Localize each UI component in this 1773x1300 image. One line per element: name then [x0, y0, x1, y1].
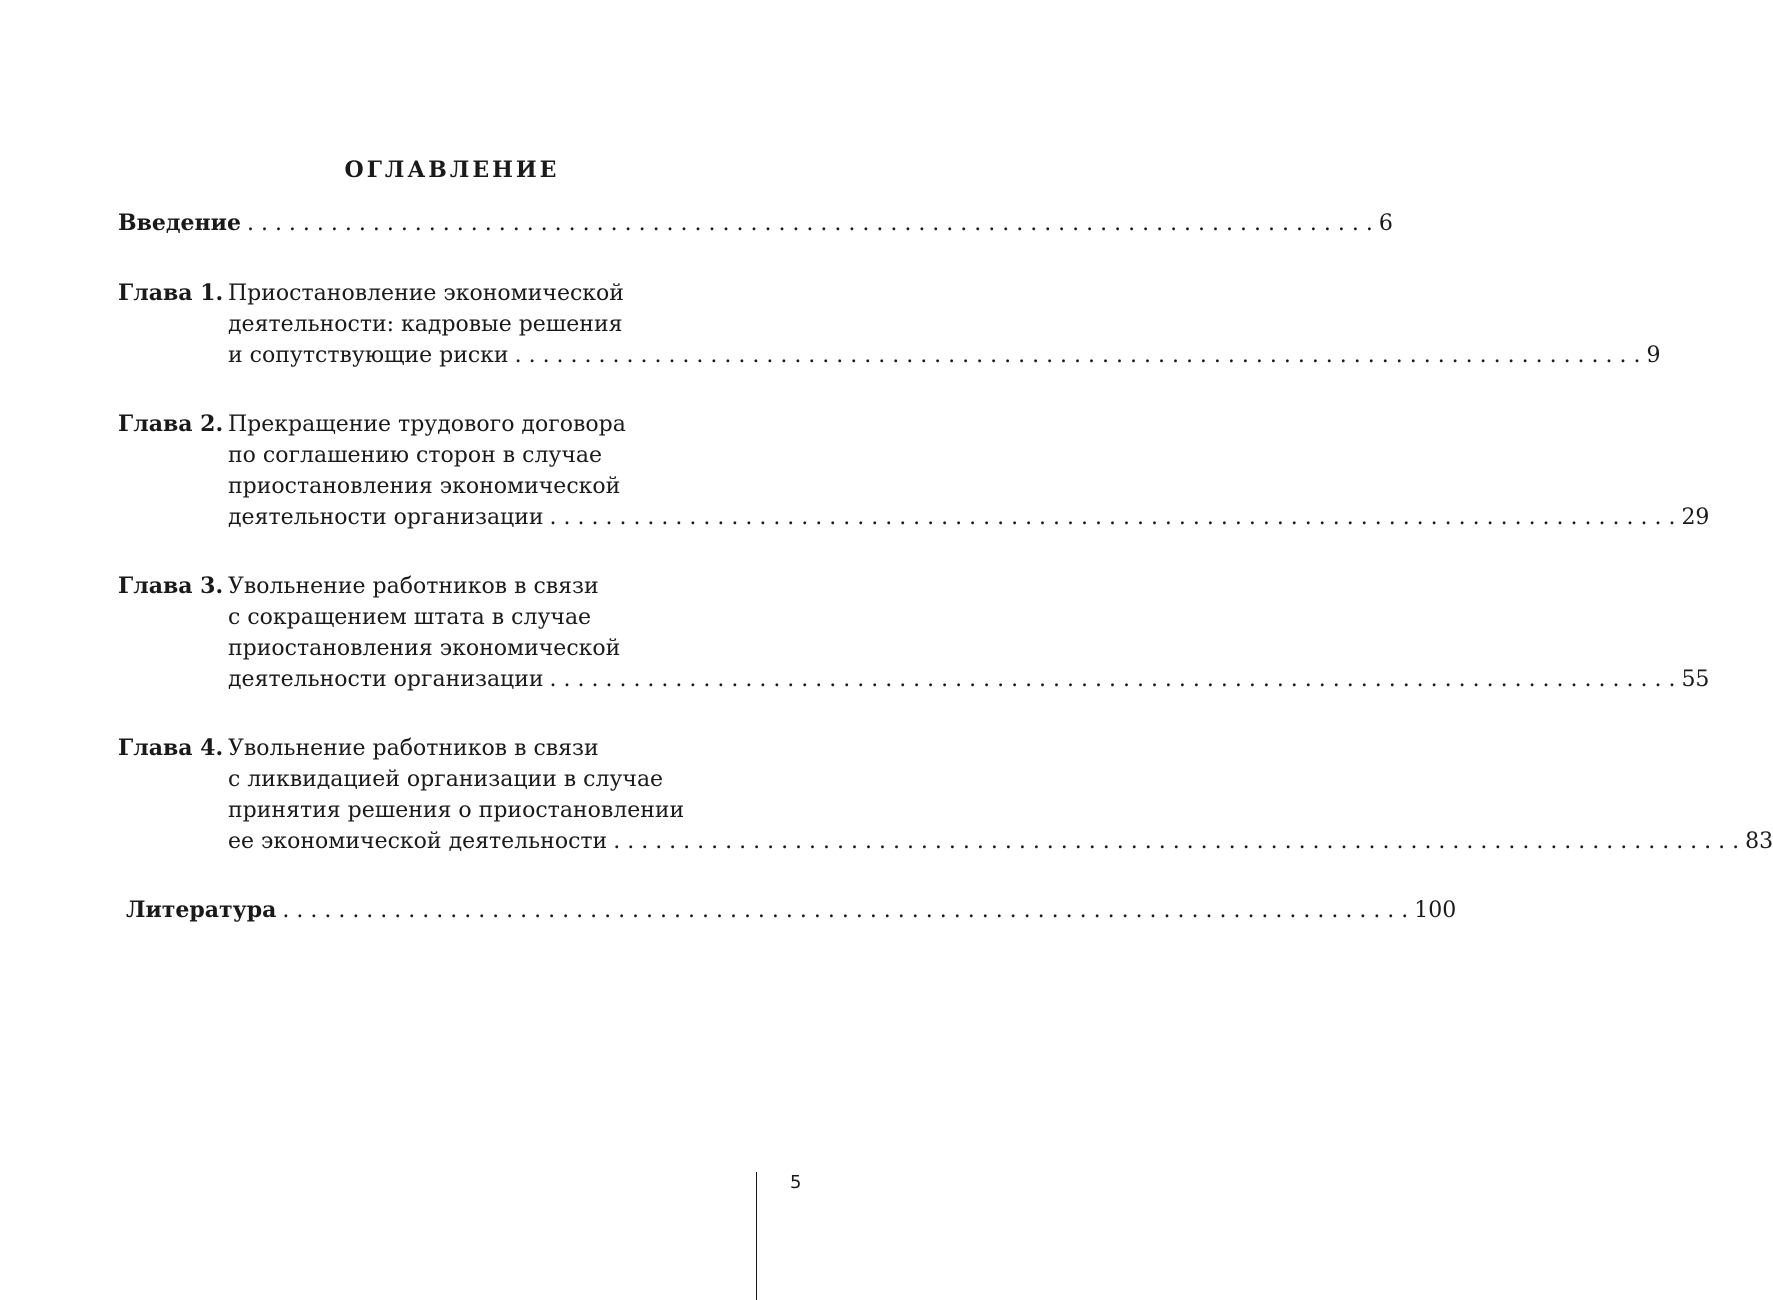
entry-page-number: 29	[1681, 505, 1710, 530]
chapter-label: Глава 4.	[118, 735, 224, 761]
chapter-title-line: ее экономической деятельности	[228, 829, 608, 854]
chapter-label: Глава 1.	[118, 280, 224, 306]
chapter-title-last-line	[228, 826, 1773, 857]
dot-leader	[550, 502, 1676, 533]
toc-entry-chapter-4[interactable]	[118, 733, 1773, 857]
chapter-title	[228, 733, 1773, 857]
toc-entry-chapter-2[interactable]	[118, 409, 1710, 533]
toc-entry-chapter-3[interactable]	[118, 571, 1710, 695]
entry-label: Литература	[126, 897, 277, 923]
entry-page-number: 9	[1646, 343, 1661, 368]
chapter-title-line: Увольнение работников в связи	[228, 574, 599, 599]
entry-page-number: 55	[1681, 667, 1710, 692]
dot-leader	[282, 895, 1408, 926]
chapter-title-line: деятельности организации	[228, 667, 544, 692]
table-of-contents	[118, 208, 1773, 926]
toc-entry-literature[interactable]	[118, 895, 1457, 926]
chapter-title-line: Увольнение работников в связи	[228, 736, 599, 761]
toc-title: ОГЛАВЛЕНИЕ	[344, 157, 560, 183]
chapter-title-line: деятельности организации	[228, 505, 544, 530]
chapter-title-line: принятия решения о приостановлении	[228, 798, 685, 823]
page-number: 5	[790, 1172, 802, 1193]
chapter-title-line: Прекращение трудового договора	[228, 412, 626, 437]
chapter-title	[228, 278, 1661, 371]
chapter-title	[228, 571, 1709, 695]
chapter-title-line: Приостановление экономической	[228, 281, 624, 306]
chapter-title-line: деятельности: кадровые решения	[228, 312, 623, 337]
entry-page-number: 100	[1414, 898, 1457, 923]
chapter-title-line: с ликвидацией организации в случае	[228, 767, 664, 792]
entry-page-number: 6	[1378, 211, 1393, 236]
chapter-label: Глава 2.	[118, 411, 224, 437]
chapter-title-last-line	[228, 664, 1709, 695]
dot-leader	[515, 340, 1641, 371]
chapter-title-last-line	[228, 340, 1661, 371]
dot-leader	[550, 664, 1676, 695]
dot-leader	[247, 208, 1373, 239]
chapter-title-line: приостановления экономической	[228, 474, 621, 499]
chapter-title-line: приостановления экономической	[228, 636, 621, 661]
margin-rule	[756, 1172, 757, 1300]
dot-leader	[613, 826, 1739, 857]
chapter-title-line: и сопутствующие риски	[228, 343, 509, 368]
chapter-title-line: с сокращением штата в случае	[228, 605, 592, 630]
toc-entry-chapter-1[interactable]	[118, 278, 1661, 371]
toc-entry-introduction[interactable]	[118, 208, 1393, 239]
entry-page-number: 83	[1745, 829, 1773, 854]
chapter-title-last-line	[228, 502, 1709, 533]
chapter-title-line: по соглашению сторон в случае	[228, 443, 603, 468]
chapter-title	[228, 409, 1709, 533]
chapter-label: Глава 3.	[118, 573, 224, 599]
entry-label: Введение	[118, 210, 241, 236]
